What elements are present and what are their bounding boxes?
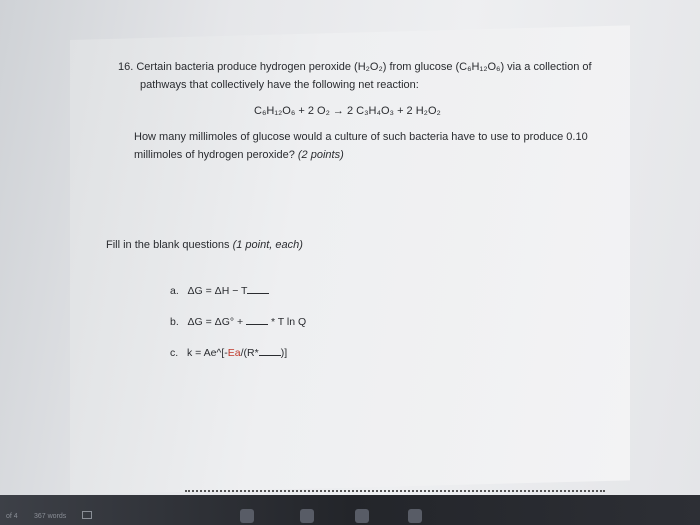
question-16 bbox=[118, 58, 618, 94]
app-icon[interactable] bbox=[300, 509, 314, 523]
ask-points: (2 points) bbox=[297, 149, 344, 161]
item-letter: a. bbox=[170, 285, 179, 297]
page-divider bbox=[185, 490, 605, 494]
ask-line-2: millimoles of hydrogen peroxide? bbox=[134, 149, 295, 161]
fill-item-c bbox=[170, 344, 287, 362]
item-after: /(R* bbox=[240, 347, 259, 359]
fill-in-heading bbox=[106, 236, 303, 254]
item-after: * T ln Q bbox=[268, 316, 307, 328]
word-count[interactable]: 367 words bbox=[34, 513, 67, 520]
question-ask bbox=[134, 128, 614, 164]
fill-item-b bbox=[170, 313, 306, 331]
item-text: ΔG = ΔH − T bbox=[187, 285, 248, 297]
net-reaction-equation: C₆H₁₂O₆ + 2 O₂ → 2 C₃H₄O₃ + 2 H₂O₂ bbox=[254, 105, 441, 117]
app-icon[interactable] bbox=[355, 509, 369, 523]
question-line-2: pathways that collectively have the following net reaction: bbox=[140, 79, 419, 91]
app-icon[interactable] bbox=[408, 509, 422, 523]
fill-in-heading-text: Fill in the blank questions bbox=[106, 239, 230, 251]
ask-line-1: How many millimoles of glucose would a culture of such bacteria have to use to produce 0.10 bbox=[134, 131, 588, 143]
fill-item-a bbox=[170, 282, 269, 300]
page-count: of 4 bbox=[6, 513, 18, 520]
item-letter: b. bbox=[170, 316, 179, 328]
fill-in-heading-points: (1 point, each) bbox=[232, 239, 303, 251]
activation-energy-symbol: Ea bbox=[227, 347, 241, 359]
document-page bbox=[70, 25, 630, 495]
item-letter: c. bbox=[170, 347, 179, 359]
answer-blank[interactable] bbox=[259, 344, 281, 356]
taskbar bbox=[0, 495, 700, 525]
item-text: k = Ae^[- bbox=[186, 347, 228, 359]
question-line-1: Certain bacteria produce hydrogen peroxide (H₂O₂) from glucose (C₆H₁₂O₆) via a collection of bbox=[136, 61, 592, 73]
item-text: ΔG = ΔG° + bbox=[187, 316, 247, 328]
proofing-icon[interactable] bbox=[82, 511, 92, 519]
item-end: )] bbox=[280, 347, 288, 359]
answer-blank[interactable] bbox=[246, 313, 268, 325]
app-icon[interactable] bbox=[240, 509, 254, 523]
answer-blank[interactable] bbox=[247, 282, 269, 294]
question-number: 16. bbox=[118, 61, 134, 73]
